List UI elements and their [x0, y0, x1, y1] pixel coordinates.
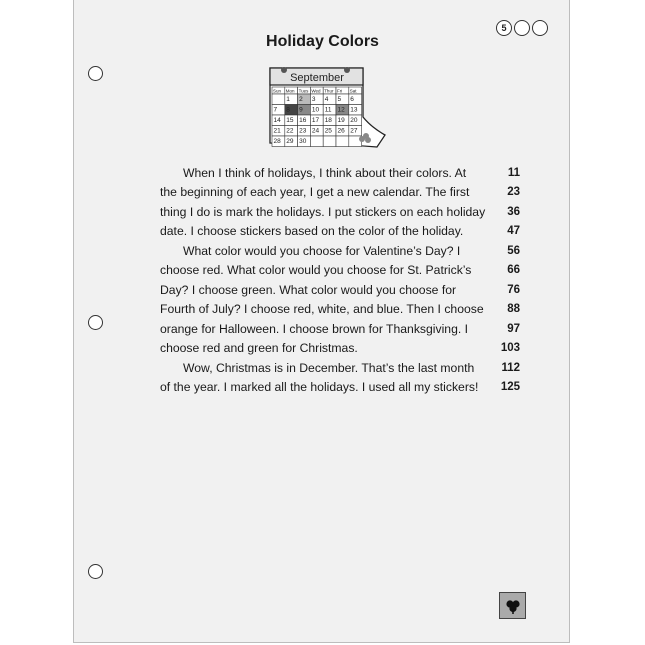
passage-line [160, 378, 520, 398]
binder-hole-middle [88, 315, 103, 330]
word-count: 112 [501, 361, 520, 374]
passage-text: choose red. What color would you choose for St. Patrick’s [160, 263, 472, 278]
calendar-date: 4 [324, 96, 329, 103]
reading-level-indicators [496, 20, 548, 36]
calendar-date: 2 [299, 96, 303, 103]
calendar-date: 19 [337, 117, 345, 124]
passage-text: Day? I choose green. What color would you choose for [160, 282, 457, 297]
calendar-day-label: Tues [298, 88, 309, 94]
word-count: 103 [500, 342, 520, 355]
calendar-date: 14 [273, 117, 281, 124]
level-circle-3 [532, 20, 548, 36]
calendar-cell [336, 136, 349, 147]
passage-text: What color would you choose for Valentine’s Day? I [183, 243, 461, 258]
passage-line [160, 339, 520, 359]
calendar-date: 8 [286, 106, 290, 114]
passage-line [160, 261, 520, 281]
binder-hole-bottom [88, 564, 103, 579]
calendar-date: 18 [324, 117, 332, 124]
passage-line [160, 300, 520, 320]
calendar-date: 11 [324, 106, 332, 114]
word-count: 97 [507, 322, 520, 335]
calendar-date: 16 [299, 117, 307, 124]
calendar-date: 1 [286, 96, 290, 103]
calendar-day-label: Sat [349, 88, 357, 94]
calendar-date: 7 [273, 106, 278, 114]
calendar-date: 12 [337, 106, 345, 114]
passage-line [160, 358, 520, 378]
calendar-grid [272, 87, 362, 147]
calendar-month: September [290, 72, 344, 84]
calendar-illustration [267, 63, 389, 153]
level-circle-2 [514, 20, 530, 36]
calendar-date: 30 [299, 138, 307, 145]
calendar-date: 10 [311, 106, 320, 114]
passage-text: orange for Halloween. I choose brown for Thanksgiving. I [160, 321, 469, 336]
passage-text: When I think of holidays, I think about their colors. At [183, 165, 467, 180]
calendar-date: 13 [350, 106, 358, 114]
passage-line [160, 183, 520, 203]
calendar-date: 28 [273, 138, 281, 145]
calendar-date: 3 [311, 96, 316, 103]
word-count: 36 [507, 205, 520, 218]
word-count: 66 [507, 264, 520, 277]
calendar-day-label: Sun [273, 88, 282, 94]
calendar-day-label: Mon [285, 88, 295, 94]
reading-passage [160, 163, 520, 397]
passage-line [160, 241, 520, 261]
passage-text: date. I choose stickers based on the color of the holiday. [160, 224, 464, 239]
calendar-date: 22 [286, 127, 294, 135]
word-count: 88 [507, 303, 520, 316]
passage-line [160, 222, 520, 242]
shamrock-icon [504, 597, 522, 615]
word-count: 23 [507, 186, 520, 199]
binder-hole-top [88, 66, 103, 81]
calendar-date: 29 [286, 138, 294, 145]
word-count: 47 [507, 225, 520, 238]
calendar-day-label: Wed [311, 88, 321, 94]
word-count: 11 [507, 166, 520, 179]
calendar-date: 5 [337, 96, 342, 103]
passage-text: Wow, Christmas is in December. That’s the last month [183, 360, 475, 375]
calendar-date: 17 [311, 117, 320, 124]
passage-text: choose red and green for Christmas. [160, 341, 358, 356]
word-count: 56 [507, 244, 520, 257]
calendar-date: 15 [286, 117, 294, 124]
pushpin-icon [281, 67, 287, 73]
calendar-date: 23 [299, 127, 307, 135]
calendar-date: 6 [350, 96, 354, 103]
calendar-date: 20 [350, 117, 358, 124]
level-circle-1: 5 [496, 20, 512, 36]
calendar-cell [310, 136, 323, 147]
calendar-cell [323, 136, 336, 147]
word-count: 76 [507, 283, 520, 296]
calendar-date: 25 [324, 127, 332, 135]
passage-text: of the year. I marked all the holidays. I used all my stickers! [160, 380, 479, 395]
calendar-date: 21 [273, 127, 281, 135]
passage-line [160, 280, 520, 300]
calendar-day-label: Fri [337, 88, 343, 94]
passage-line [160, 202, 520, 222]
calendar-day-label: Thur [324, 88, 334, 94]
word-count: 125 [500, 381, 520, 394]
shamrock-badge [499, 592, 526, 619]
calendar-cell [272, 94, 285, 105]
passage-text: the beginning of each year, I get a new calendar. The first [160, 185, 470, 200]
pushpin-icon [344, 67, 350, 73]
calendar-date: 26 [337, 127, 345, 135]
passage-line [160, 319, 520, 339]
calendar-date: 24 [311, 127, 320, 135]
page-title: Holiday Colors [266, 33, 379, 50]
passage-line [160, 163, 520, 183]
calendar-date: 27 [350, 127, 358, 135]
passage-text: thing I do is mark the holidays. I put stickers on each holiday [160, 204, 486, 219]
passage-text: Fourth of July? I choose red, white, and blue. Then I choose [160, 302, 484, 317]
calendar-date: 9 [299, 106, 303, 114]
